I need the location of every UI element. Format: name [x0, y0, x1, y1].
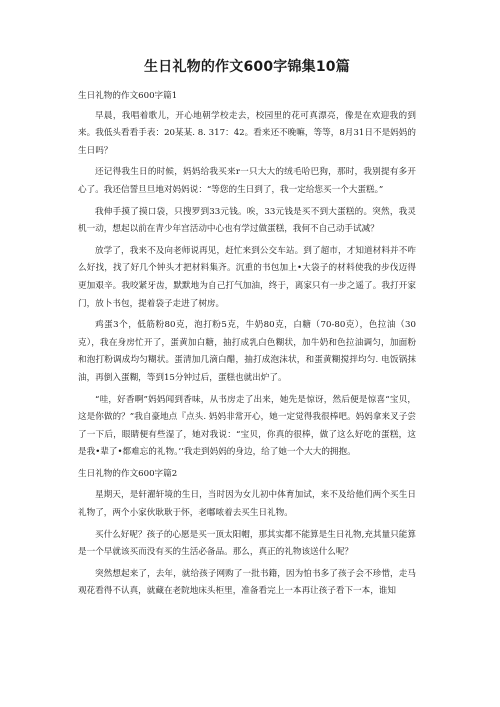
- paragraph: 放学了，我来不及向老师说再见，赶忙来到公交车站。到了超市，才知道材料并不咋么好找，找了好几个钟头才把材料集齐。沉重的书包加上•大袋子的材料使我的步伐迈得更加艰辛。我咬紧牙齿，默默地为自己打气加油，终于，离家只有一步之遥了。我打开家门，放卜书包，提着袋子走进了树房。: [78, 245, 416, 309]
- paragraph: 买什么好呢？孩子的心愿是买一顶太阳帽，那其实都不能算是生日礼物,充其量只能算是一个早就该买而没有买的生活必备品。那么，真正的礼物该送什么呢？: [78, 529, 416, 558]
- paragraph: 还记得我生日的时候，妈妈给我买来r一只大大的绒毛哈巴狗，那时，我别提有多开心了。我还信誓旦旦地对妈妈说：“等您的生日到了，我一定给您买一个大蛋糕。”: [78, 167, 416, 195]
- paragraph: 突然想起来了，去年，就给孩子网购了一批书籍，因为怕书多了孩子会不珍惜，走马观花看得不认真，就藏在老院地床头柜里，准备看完上一本再让孩子看下一本，谁知: [78, 568, 416, 597]
- section-2: [78, 466, 416, 601]
- section-heading: 生日礼物的作文600字篇2: [78, 468, 178, 479]
- paragraph: 早晨，我唱着歌儿，开心地朝学校走去，校园里的花可真漂亮，像是在欢迎我的到来。我低头看看手表：20某某. 8. 317：42。看来还不晚嘛，等等，8月31日不是妈妈的生日吗？: [78, 110, 416, 156]
- document-title: 生日礼物的作文600字锦集10篇: [144, 59, 350, 75]
- section-1: [78, 88, 416, 462]
- section-heading: 生日礼物的作文600字篇1: [78, 91, 178, 101]
- paragraph: 鸡蛋3个，低筋粉80克，泡打粉5克，牛奶80克，白糖（70-80克），色拉油（30克），我在身房忙开了，蛋黄加白糖，抽打成乳白色糊状，加牛奶和色拉油调匀，加面粉和泡打粉调成均匀糊状。蛋清加几滴白醋，抽打成泡沫状，和蛋黄糊搅拌均匀. 电饭锅抹油，再倒入蛋糊，等到15分钟过后，蛋糕也就出炉了。: [78, 320, 416, 383]
- paragraph: 星期天，是轩濯轩境的生日，当时因为女儿初中体育加试，来不及给他们两个买生日礼物了，两个小家伙耿耿于怀，老嘟哝着去买生日礼物。: [78, 490, 416, 519]
- paragraph: “哇，好香啊”妈妈闻到香味，从书房走了出来，她先是惊讶，然后便是惊喜“宝贝，这是你做的？”我自豪地点『点头. 妈妈非常开心，她一定觉得我很棒吧。妈妈拿来叉子尝了一下后，眼睛便有些湿了，她对我说：“宝贝，你真的很棒，做了这么好吃的蛋糕，这是我•辈了•都难忘的礼物。’’我走到妈妈的身边，给了她一个大大的拥抱。: [78, 394, 416, 458]
- paragraph: 我伸手摸了摸口袋，只搜罗到33元钱。唉，33元钱是买不到大蛋糕的。突然，我灵机一动，想起以前在青少年宫活动中心也有学过做蛋糕，我何不自己动手试减？: [78, 206, 416, 235]
